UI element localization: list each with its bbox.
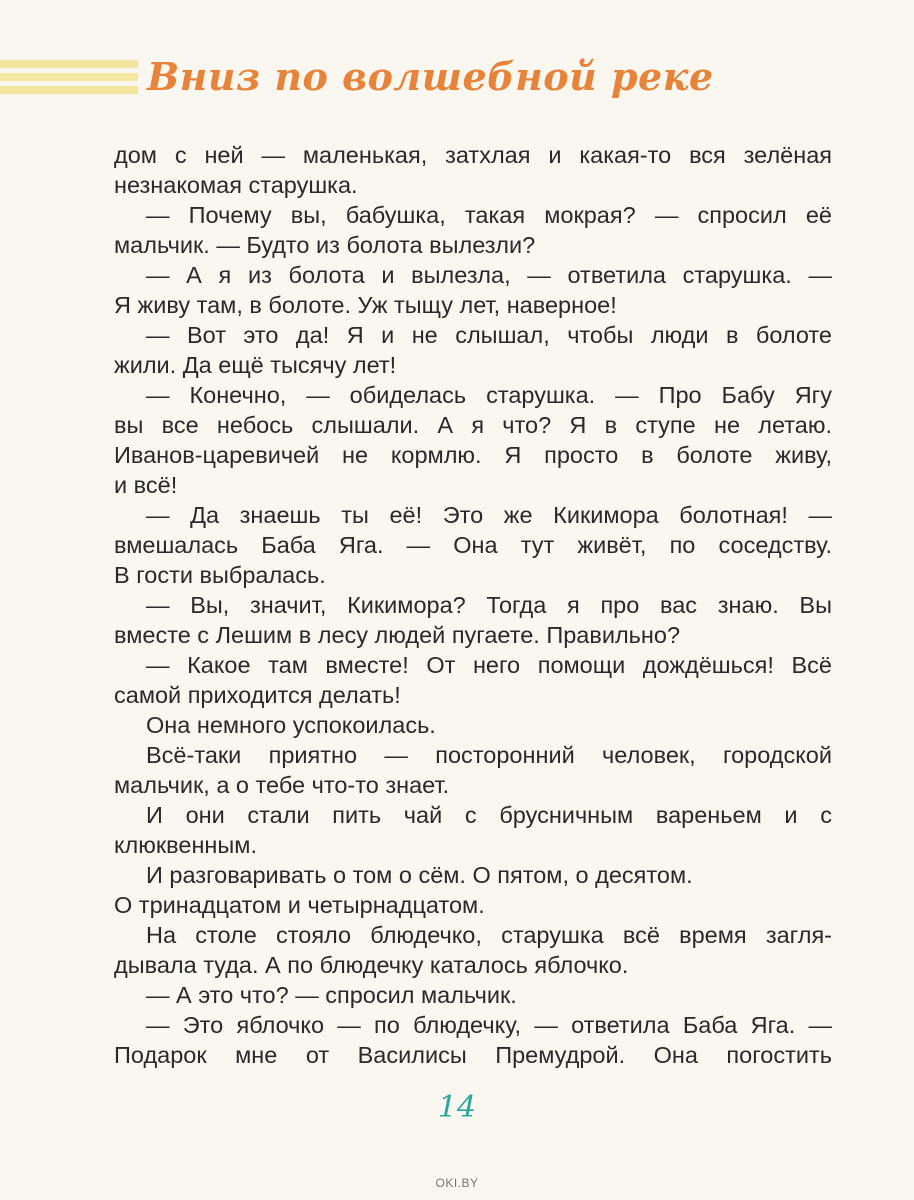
text-line: Она немного успокоилась.: [146, 712, 436, 738]
text-line: О тринадцатом и четырнадцатом.: [114, 892, 485, 918]
text-line: Иванов-царевичей не кормлю. Я просто в болоте живу,: [114, 442, 832, 468]
stripe: [0, 86, 138, 94]
text-line: — Конечно, — обиделась старушка. — Про Бабу Ягу: [146, 382, 832, 408]
text-line: мальчик, а о тебе что-то знает.: [114, 772, 450, 798]
text-line: — А я из болота и вылезла, — ответила старушка. —: [146, 262, 832, 288]
text-line: и всё!: [114, 472, 178, 498]
text-line: Всё-таки приятно — посторонний человек, городской: [146, 742, 832, 768]
text-line: — Вы, значит, Кикимора? Тогда я про вас знаю. Вы: [146, 592, 832, 618]
text-line: мальчик. — Будто из болота вылезли?: [114, 232, 536, 258]
text-line: — Это яблочко — по блюдечку, — ответила Баба Яга. —: [146, 1012, 832, 1038]
text-line: Я живу там, в болоте. Уж тыщу лет, наверное!: [114, 292, 617, 318]
text-line: жили. Да ещё тысячу лет!: [114, 352, 397, 378]
text-line: вмешалась Баба Яга. — Она тут живёт, по соседству.: [114, 532, 832, 558]
text-line: И они стали пить чай с брусничным вареньем и с: [146, 802, 832, 828]
text-line: — Какое там вместе! От него помощи дождёшься! Всё: [146, 652, 832, 678]
text-line: На столе стояло блюдечко, старушка всё время загля-: [146, 922, 832, 948]
text-line: дывала туда. А по блюдечку каталось яблочко.: [114, 952, 629, 978]
text-line: незнакомая старушка.: [114, 172, 358, 198]
decorative-stripes: [0, 60, 138, 99]
text-line: И разговаривать о том о сём. О пятом, о десятом.: [146, 862, 693, 888]
text-line: вместе с Лешим в лесу людей пугаете. Правильно?: [114, 622, 681, 648]
text-line: дом с ней — маленькая, затхлая и какая-то вся зелёная: [114, 142, 832, 168]
page-number: 14: [437, 1090, 477, 1125]
stripe: [0, 73, 138, 81]
text-line: — Вот это да! Я и не слышал, чтобы люди в болоте: [146, 322, 832, 348]
stripe: [0, 60, 138, 68]
text-line: самой приходится делать!: [114, 682, 401, 708]
text-line: — Да знаешь ты её! Это же Кикимора болотная! —: [146, 502, 832, 528]
text-line: клюквенным.: [114, 832, 257, 858]
watermark: OKI.BY: [435, 1176, 479, 1190]
chapter-header: [0, 40, 914, 120]
body-text: [114, 140, 832, 1070]
text-line: Подарок мне от Василисы Премудрой. Она погостить: [114, 1042, 832, 1068]
text-line: — А это что? — спросил мальчик.: [146, 982, 517, 1008]
chapter-title: Вниз по волшебной реке: [147, 54, 714, 99]
text-line: — Почему вы, бабушка, такая мокрая? — спросил её: [146, 202, 832, 228]
text-line: вы все небось слышали. А я что? Я в ступе не летаю.: [114, 412, 832, 438]
text-line: В гости выбралась.: [114, 562, 326, 588]
